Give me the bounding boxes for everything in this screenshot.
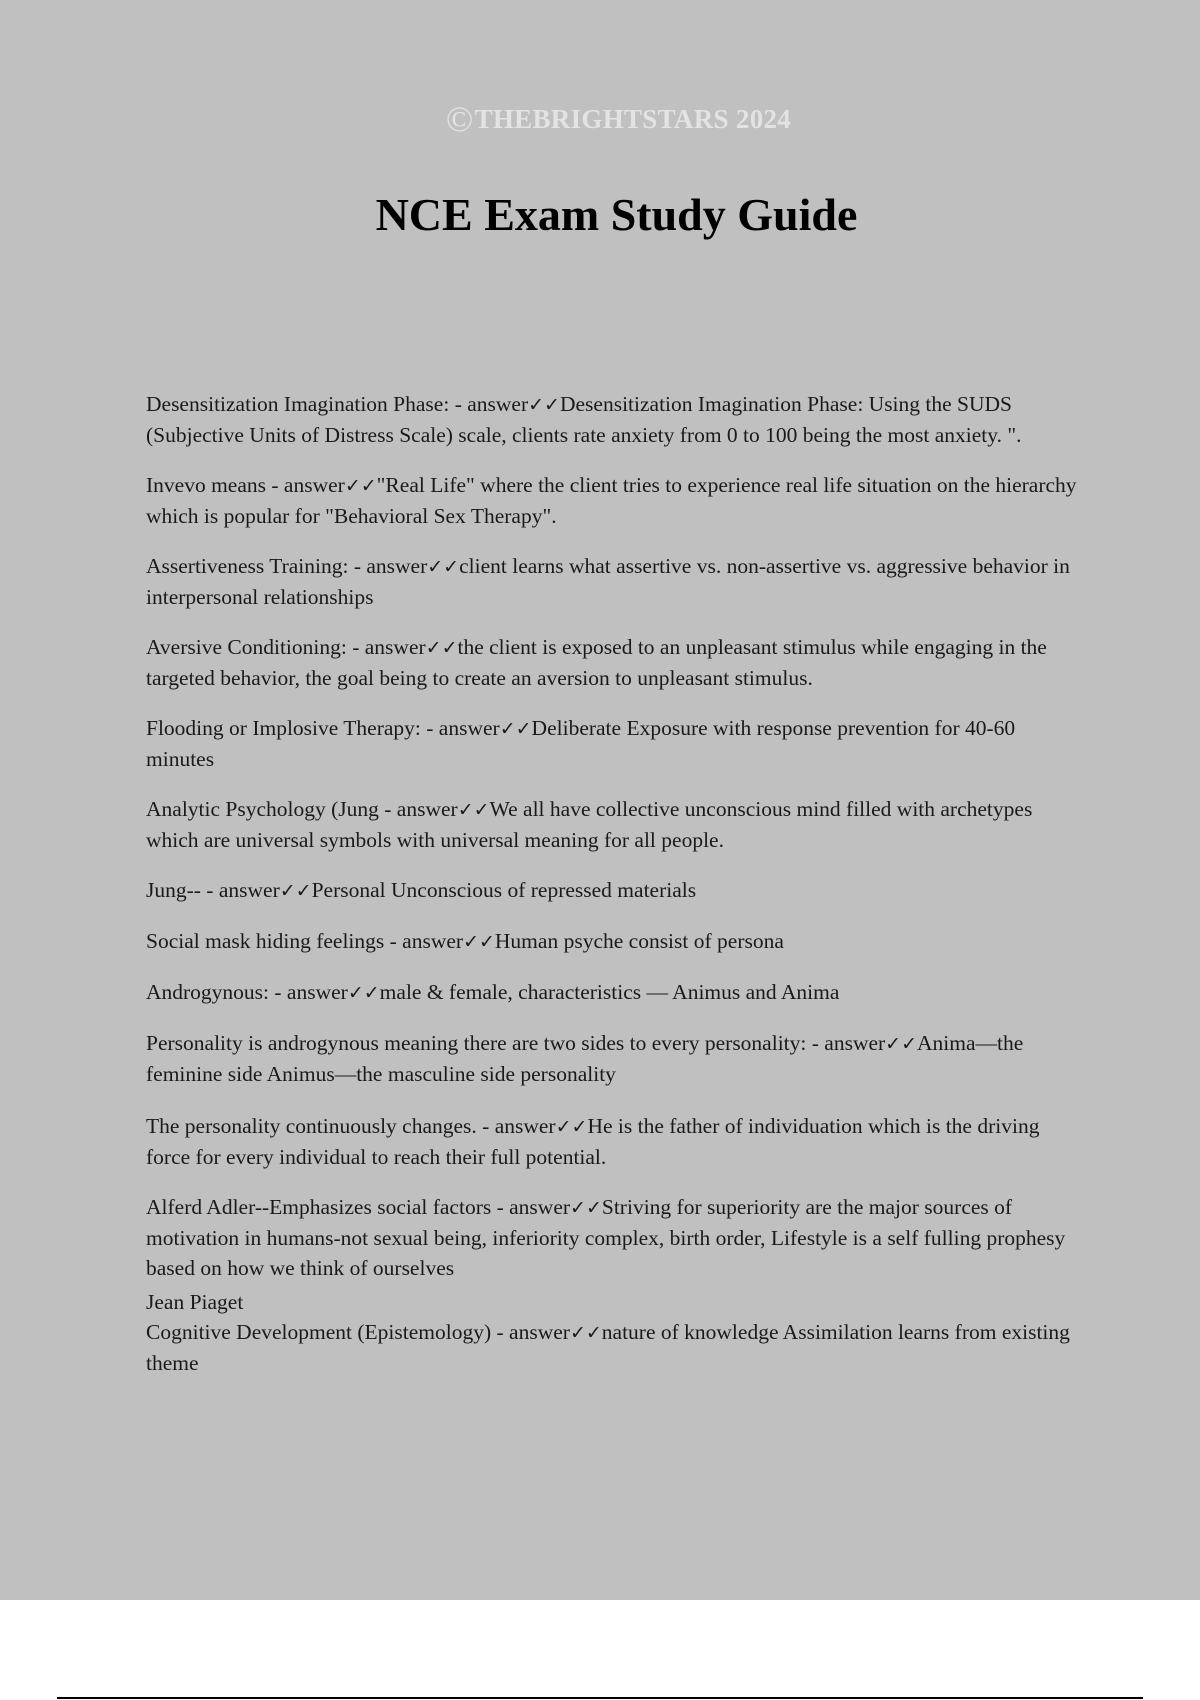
checkmark-icon: ✓✓	[347, 982, 380, 1004]
answer-text: Anima—the feminine side Animus—the masculine side personality	[146, 1031, 1024, 1086]
question-term: Personality is androgynous meaning there are two sides to every personality: - answer	[146, 1031, 886, 1055]
question-term: Aversive Conditioning: - answer	[146, 635, 426, 659]
qa-entry	[146, 1111, 1086, 1172]
answer-text: nature of knowledge Assimilation learns from existing theme	[146, 1320, 1070, 1375]
question-term: Cognitive Development (Epistemology) - answer	[146, 1320, 570, 1344]
answer-text: Personal Unconscious of repressed materials	[311, 878, 697, 902]
question-term: Desensitization Imagination Phase: - answer	[146, 392, 529, 416]
answer-text: Desensitization Imagination Phase: Using the SUDS (Subjective Units of Distress Scale) scale, clients rate anxiety from 0 to 100 being the most anxiety. ".	[146, 392, 1022, 447]
qa-entry	[146, 389, 1086, 450]
answer-text: He is the father of individuation which is the driving force for every individual to reach their full potential.	[146, 1114, 1040, 1169]
qa-entry	[146, 977, 1086, 1008]
checkmark-icon: ✓✓	[425, 637, 458, 659]
copyright-icon: ©	[445, 99, 474, 139]
answer-text: male & female, characteristics — Animus and Anima	[379, 980, 840, 1004]
question-term: Assertiveness Training: - answer	[146, 554, 428, 578]
question-term: Analytic Psychology (Jung - answer	[146, 797, 458, 821]
checkmark-icon: ✓✓	[528, 394, 560, 416]
answer-text: "Real Life" where the client tries to experience real life situation on the hierarchy which is popular for "Behavioral Sex Therapy".	[146, 473, 1077, 528]
page-title: NCE Exam Study Guide	[375, 189, 858, 240]
footer-divider	[57, 1697, 1143, 1699]
checkmark-icon: ✓✓	[499, 718, 532, 740]
question-term: Alferd Adler--Emphasizes social factors - answer	[146, 1195, 571, 1219]
qa-entry	[146, 1287, 1086, 1378]
question-term: The personality continuously changes. - answer	[146, 1114, 556, 1138]
qa-entry	[146, 1192, 1086, 1283]
question-term: Androgynous: - answer	[146, 980, 348, 1004]
answer-text: We all have collective unconscious mind filled with archetypes which are universal symbols with universal meaning for all people.	[146, 797, 1033, 852]
answer-text: client learns what assertive vs. non-assertive vs. aggressive behavior in interpersonal relationships	[146, 554, 1070, 609]
question-term: Flooding or Implosive Therapy: - answer	[146, 716, 500, 740]
checkmark-icon: ✓✓	[463, 931, 495, 953]
checkmark-icon: ✓✓	[570, 1197, 602, 1219]
question-term: Jung-- - answer	[146, 878, 280, 902]
checkmark-icon: ✓✓	[555, 1116, 588, 1138]
qa-entry	[146, 632, 1086, 693]
study-guide-content	[146, 389, 1086, 1398]
qa-entry	[146, 926, 1086, 957]
qa-entry	[146, 875, 1086, 906]
checkmark-icon: ✓✓	[569, 1322, 602, 1344]
qa-entry	[146, 551, 1086, 612]
checkmark-icon: ✓✓	[457, 799, 490, 821]
checkmark-icon: ✓✓	[279, 880, 312, 902]
section-heading: Jean Piaget	[146, 1290, 244, 1314]
qa-entry	[146, 1028, 1086, 1089]
watermark-text: THEBRIGHTSTARS 2024	[474, 104, 792, 134]
question-term: Invevo means - answer	[146, 473, 345, 497]
answer-text: Human psyche consist of persona	[494, 929, 784, 953]
qa-entry	[146, 794, 1086, 855]
answer-text: the client is exposed to an unpleasant stimulus while engaging in the targeted behavior, the goal being to create an aversion to unpleasant stimulus.	[146, 635, 1047, 690]
copyright-watermark	[0, 98, 1200, 140]
checkmark-icon: ✓✓	[344, 475, 377, 497]
qa-entry	[146, 713, 1086, 774]
answer-text: Striving for superiority are the major sources of motivation in humans-not sexual being, inferiority complex, birth order, Lifestyle is a self fulling prophesy based on how we think of ourselves	[146, 1195, 1066, 1280]
checkmark-icon: ✓✓	[885, 1033, 918, 1055]
qa-entry	[146, 470, 1086, 531]
answer-text: Deliberate Exposure with response prevention for 40-60 minutes	[146, 716, 1016, 771]
checkmark-icon: ✓✓	[427, 556, 460, 578]
question-term: Social mask hiding feelings - answer	[146, 929, 464, 953]
